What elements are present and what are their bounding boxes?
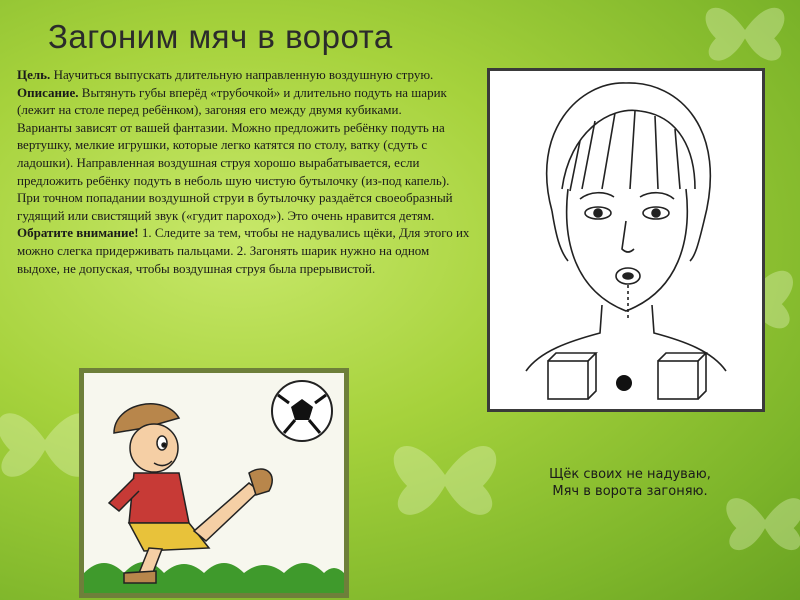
description-text: Вытянуть губы вперёд «трубочкой» и длительно подуть на шарик (лежит на столе перед ребёнком), загоняя его между двумя кубиками.: [17, 84, 447, 118]
description-paragraph: [17, 84, 475, 119]
ball-icon: [616, 375, 632, 391]
exercise-description: [17, 66, 475, 277]
goal-text: Научиться выпускать длительную направленную воздушную струю.: [50, 67, 434, 82]
boy-kicking-ball-drawing: [79, 368, 349, 598]
face-illustration: [490, 71, 762, 409]
poem-line-1: Щёк своих не надуваю,: [549, 467, 711, 482]
poem: [520, 466, 740, 500]
variants-paragraph: Варианты зависят от вашей фантазии. Можно предложить ребёнку подуть на вертушку, мелкие игрушки, которые легко катятся по столу, ватку (сдуть с ладошки). Направленная воздушная струя хорошо вырабатывается, если предложить ребёнку подуть в неболь шую чистую бутылочку (из-под капель). При точном попадании воздушной струи в бутылочку раздаётся своеобразный гудящий или свистящий звук («гудит пароход»). Это очень нравится детям.: [17, 119, 453, 223]
butterfly-icon: [380, 410, 510, 540]
attention-paragraph: [17, 224, 475, 277]
goal-paragraph: [17, 66, 475, 84]
page-title: Загоним мяч в ворота: [48, 18, 393, 55]
goal-label: Цель.: [17, 67, 51, 82]
attention-text: 1. Следите за тем, чтобы не надувались щёки, Для этого их можно слегка придерживать пальцами. 2. Загонять шарик нужно на одном выдохе, не допуская, чтобы воздушная струя была прерывистой.: [17, 225, 470, 276]
soccer-ball-icon: [272, 381, 332, 441]
child-face-drawing: [487, 68, 765, 412]
attention-label: Обратите внимание!: [17, 225, 139, 241]
boy-illustration: [84, 373, 344, 593]
description-label: Описание.: [17, 84, 79, 100]
poem-line-2: Мяч в ворота загоняю.: [552, 484, 708, 499]
